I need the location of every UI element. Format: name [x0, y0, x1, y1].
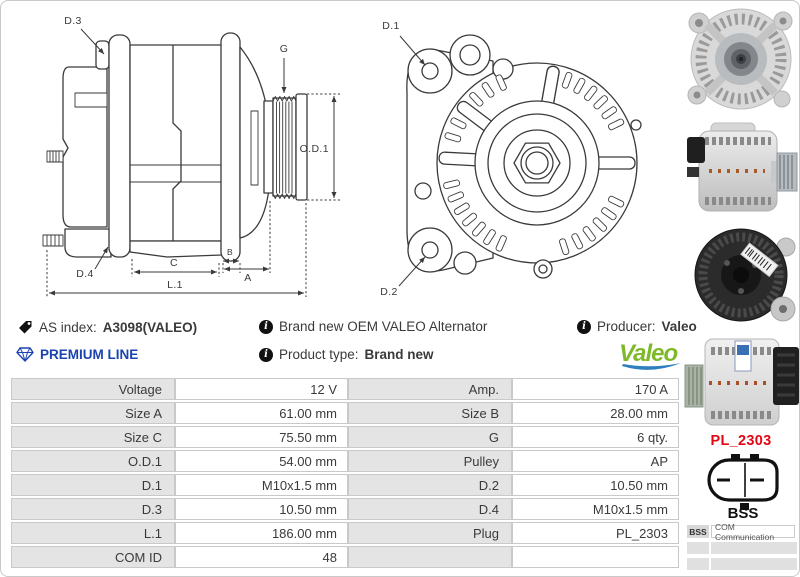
spec-label: Size A [11, 402, 175, 424]
com-empty-cell [711, 558, 797, 570]
dim-label-od1: O.D.1 [299, 143, 329, 155]
producer-value: Valeo [661, 319, 697, 334]
spec-value: 28.00 mm [512, 402, 679, 424]
specifications-table [11, 378, 679, 568]
product-photo-rear-view[interactable] [683, 225, 797, 325]
spec-value: AP [512, 450, 679, 472]
com-communication-table [687, 521, 799, 574]
com-empty-cell [711, 542, 797, 554]
spec-label: D.1 [11, 474, 175, 496]
spec-value: 170 A [512, 378, 679, 400]
spec-label: D.2 [348, 474, 512, 496]
product-photo-side-view[interactable] [685, 113, 799, 225]
oem-info-row [259, 319, 487, 334]
dim-label-l1: L.1 [167, 279, 183, 291]
spec-label: Plug [348, 522, 512, 544]
spec-label: Size C [11, 426, 175, 448]
spec-value: M10x1.5 mm [175, 474, 348, 496]
spec-value [512, 546, 679, 568]
spec-label: Voltage [11, 378, 175, 400]
info-icon: i [577, 320, 591, 334]
spec-value: 61.00 mm [175, 402, 348, 424]
dim-label-d2: D.2 [380, 286, 398, 298]
spec-label: L.1 [11, 522, 175, 544]
spec-value: 75.50 mm [175, 426, 348, 448]
producer-label: Producer: [597, 319, 656, 334]
com-value-cell: COM Communication [711, 525, 795, 538]
dim-label-d3: D.3 [64, 15, 82, 27]
com-empty-cell [687, 558, 709, 570]
dim-label-c: C [170, 257, 178, 269]
connector-type-label: BSS [727, 505, 759, 522]
spec-label: O.D.1 [11, 450, 175, 472]
product-type-value: Brand new [364, 347, 434, 362]
spec-value: 12 V [175, 378, 348, 400]
dim-label-d1: D.1 [382, 20, 400, 32]
as-index-label: AS index: [39, 319, 97, 335]
as-index-row [17, 319, 197, 335]
dim-label-a: A [244, 272, 252, 284]
spec-value: 54.00 mm [175, 450, 348, 472]
spec-value: 186.00 mm [175, 522, 348, 544]
spec-label: D.3 [11, 498, 175, 520]
dim-label-d4: D.4 [76, 268, 94, 280]
spec-label: Pulley [348, 450, 512, 472]
dim-label-b: B [226, 247, 234, 257]
com-key-cell: BSS [687, 525, 709, 538]
valeo-logo-text: Valeo [619, 340, 678, 367]
spec-value: 6 qty. [512, 426, 679, 448]
spec-value: 10.50 mm [175, 498, 348, 520]
product-photo-side-view-pulley-left[interactable] [683, 327, 800, 433]
spec-value: 10.50 mm [512, 474, 679, 496]
info-icon: i [259, 320, 273, 334]
valeo-producer-logo[interactable] [617, 337, 685, 375]
com-empty-cell [687, 542, 709, 554]
dim-label-g: G [279, 43, 289, 55]
spec-label: G [348, 426, 512, 448]
as-index-value: A3098(VALEO) [102, 319, 198, 335]
tag-icon [17, 319, 33, 335]
info-icon: i [259, 348, 273, 362]
spec-label: Amp. [348, 378, 512, 400]
product-type-label: Product type: [279, 347, 359, 362]
spec-label: Size B [348, 402, 512, 424]
spec-value: M10x1.5 mm [512, 498, 679, 520]
product-photo-front-view[interactable] [685, 7, 797, 111]
side-view-technical-diagram [7, 5, 347, 307]
diamond-icon [16, 347, 34, 362]
spec-label [348, 546, 512, 568]
plug-connector-diagram [701, 453, 785, 511]
plug-code-label: PL_2303 [710, 433, 772, 449]
producer-row [577, 319, 697, 334]
oem-text: Brand new OEM VALEO Alternator [279, 319, 488, 334]
front-view-technical-diagram [353, 5, 681, 307]
com-table-row [687, 521, 799, 542]
spec-value: 48 [175, 546, 348, 568]
com-table-empty-row [687, 558, 799, 570]
premium-line-label: PREMIUM LINE [40, 347, 139, 362]
spec-label: COM ID [11, 546, 175, 568]
premium-line-badge[interactable] [16, 347, 138, 362]
product-type-row [259, 347, 434, 362]
spec-label: D.4 [348, 498, 512, 520]
spec-value: PL_2303 [512, 522, 679, 544]
com-table-empty-row [687, 542, 799, 554]
